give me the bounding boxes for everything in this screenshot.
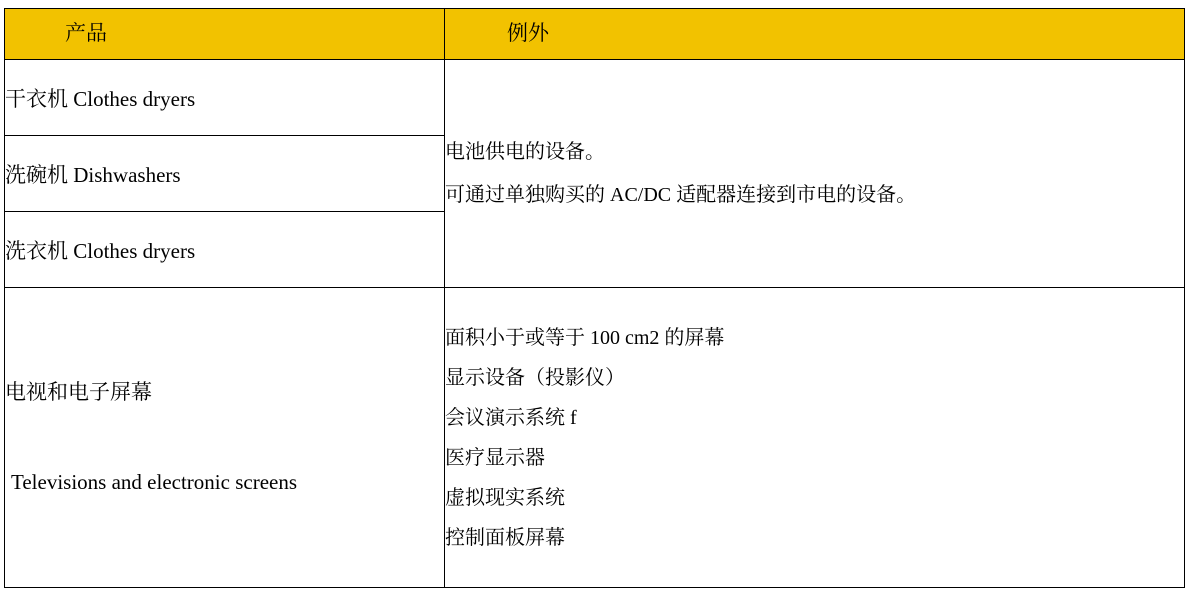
product-label-en: Televisions and electronic screens — [11, 469, 298, 494]
table-row — [5, 288, 1185, 588]
table-row — [5, 60, 1185, 136]
table-header-row — [5, 9, 1185, 60]
product-label-cn: 电视和电子屏幕 — [5, 380, 152, 405]
exception-line: 面积小于或等于 100 cm2 的屏幕 — [445, 326, 725, 349]
header-label-product: 产品 — [65, 21, 107, 46]
exception-cell-appliances — [445, 60, 1185, 288]
exception-line: 显示设备（投影仪） — [445, 366, 625, 389]
exception-line: 控制面板屏幕 — [445, 526, 565, 549]
header-cell-product — [5, 9, 445, 60]
product-cell-dishwashers: 洗碗机 Dishwashers — [5, 136, 445, 212]
product-cell-clothes-dryers: 干衣机 Clothes dryers — [5, 60, 445, 136]
header-cell-exception — [445, 9, 1185, 60]
exception-cell-screens — [445, 288, 1185, 588]
product-exception-table — [4, 8, 1185, 588]
exception-line: 电池供电的设备。 — [445, 140, 605, 163]
exception-line: 可通过单独购买的 AC/DC 适配器连接到市电的设备。 — [445, 183, 917, 206]
product-cell-televisions — [5, 288, 445, 588]
product-cell-washing-machines: 洗衣机 Clothes dryers — [5, 212, 445, 288]
exception-line: 会议演示系统 f — [445, 406, 577, 429]
exception-line: 医疗显示器 — [445, 446, 545, 469]
exception-line: 虚拟现实系统 — [445, 486, 565, 509]
document-page — [0, 8, 1194, 606]
header-label-exception: 例外 — [507, 21, 549, 46]
